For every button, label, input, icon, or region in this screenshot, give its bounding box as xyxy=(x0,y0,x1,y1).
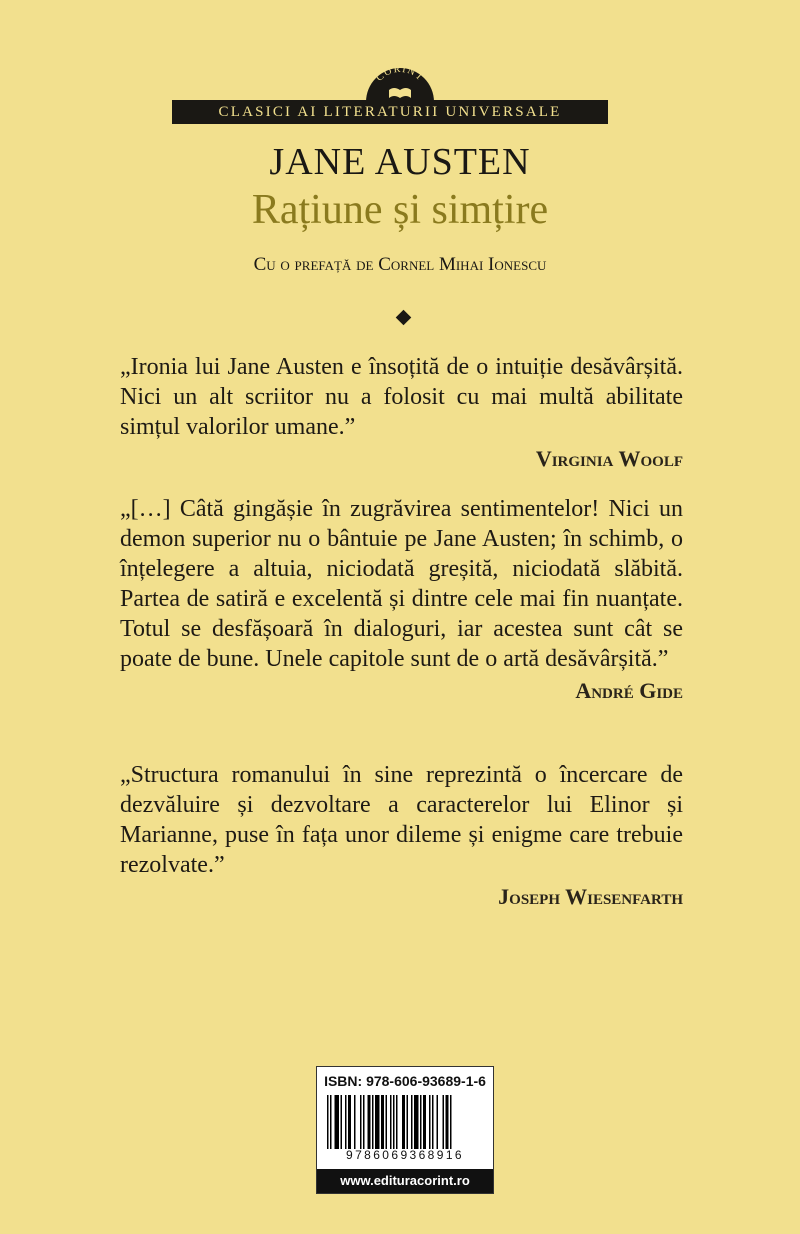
barcode-bar xyxy=(407,1095,409,1149)
quote-block xyxy=(120,352,683,474)
quote-attribution: Virginia Woolf xyxy=(535,446,683,471)
barcode-bar xyxy=(354,1095,356,1149)
barcode-panel xyxy=(316,1066,494,1194)
quote-text: „Structura romanului în sine reprezintă o încercare de dezvăluire și dezvoltare a caracterelor lui Elinor și Marianne, puse în fața unor dileme și enigme care trebuie rezolvate.” xyxy=(120,762,683,878)
quote-block xyxy=(120,760,683,912)
book-title: Rațiune și simțire xyxy=(251,187,549,233)
quote-attribution: André Gide xyxy=(575,678,683,703)
barcode-bar xyxy=(345,1095,347,1149)
barcode-bar xyxy=(423,1095,426,1149)
barcode-bar xyxy=(446,1095,449,1149)
preface-credit: Cu o prefață de Cornel Mihai Ionescu xyxy=(253,254,547,275)
barcode-bar xyxy=(386,1095,388,1149)
barcode-bar xyxy=(429,1095,431,1149)
barcode-bar xyxy=(393,1095,395,1149)
quote-text: „[…] Câtă gingășie în zugrăvirea sentimentelor! Nici un demon superior nu o bântuie pe Jane Austen; în schimb, o înțelegere a altuia, niciodată greșită, niciodată slăbită. Partea de satiră e excelentă și dintre cele mai fin nuanțate. Totul se desfășoară în dialoguri, iar acestea sunt cât se poate de bune. Unele capitole sunt de o artă desăvârșită.” xyxy=(120,496,683,672)
barcode-digits: 9786069368916 xyxy=(346,1148,464,1162)
barcode-bar xyxy=(411,1095,413,1149)
barcode-bar xyxy=(327,1095,329,1149)
publisher-url[interactable]: www.edituracorint.ro xyxy=(317,1169,493,1193)
barcode-bar xyxy=(363,1095,365,1149)
emblem-text: CORINT xyxy=(374,63,426,84)
barcode-bar xyxy=(432,1095,434,1149)
barcode-bar xyxy=(414,1095,419,1149)
barcode-bar xyxy=(437,1095,439,1149)
quote-attribution: Joseph Wiesenfarth xyxy=(498,884,683,909)
barcode-bar xyxy=(390,1095,392,1149)
author-name: JANE AUSTEN xyxy=(269,141,531,183)
barcode-icon xyxy=(327,1095,483,1149)
barcode-bar xyxy=(341,1095,343,1149)
series-banner: CLASICI AI LITERATURII UNIVERSALE xyxy=(172,100,608,124)
diamond-ornament-icon xyxy=(396,310,412,326)
barcode-bar xyxy=(375,1095,380,1149)
barcode-bar xyxy=(443,1095,445,1149)
barcode-bar xyxy=(420,1095,422,1149)
barcode-bar xyxy=(368,1095,371,1149)
barcode-bar xyxy=(330,1095,332,1149)
barcode-bar xyxy=(396,1095,398,1149)
quote-text: „Ironia lui Jane Austen e însoțită de o intuiție desăvârșită. Nici un alt scriitor nu a folosit cu mai multă abilitate simțul valorilor umane.” xyxy=(120,354,683,440)
barcode-bar xyxy=(450,1095,452,1149)
barcode-bar xyxy=(372,1095,374,1149)
quote-block xyxy=(120,494,683,706)
barcode-bar xyxy=(360,1095,362,1149)
barcode-bar xyxy=(402,1095,405,1149)
isbn-label: ISBN: 978-606-93689-1-6 xyxy=(324,1073,486,1089)
barcode-bar xyxy=(381,1095,384,1149)
barcode-bar xyxy=(335,1095,340,1149)
barcode-bar xyxy=(348,1095,351,1149)
